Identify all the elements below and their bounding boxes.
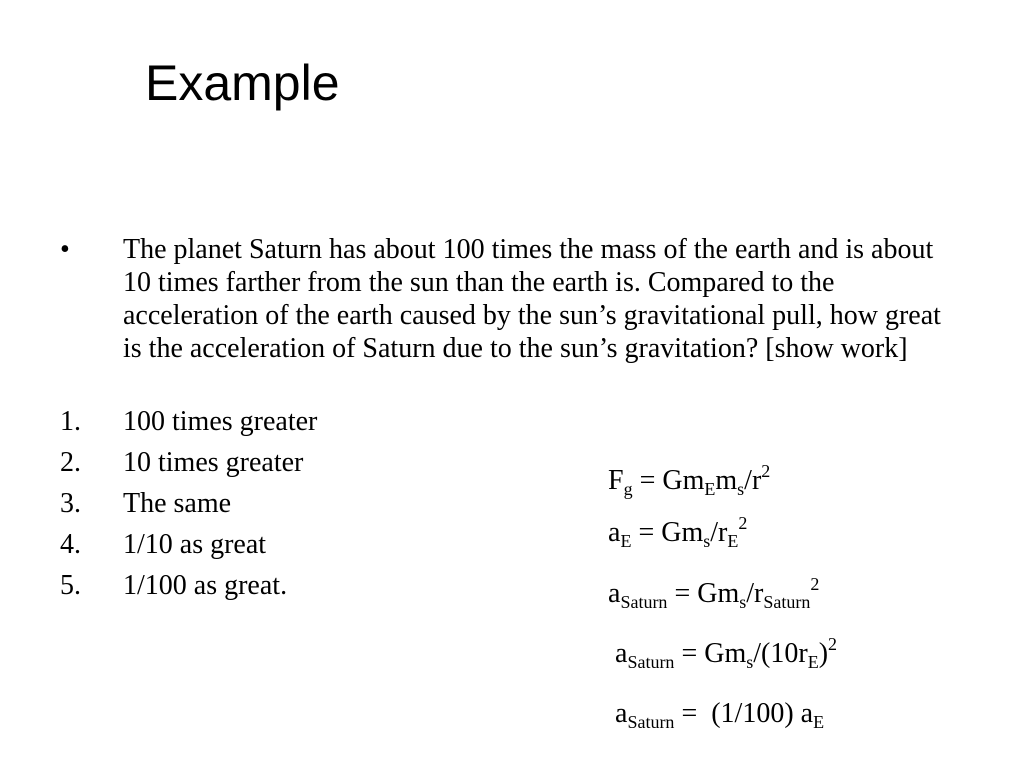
question-text: The planet Saturn has about 100 times the mass of the earth and is about 10 times farther from the sun than the earth is. Compared to the acceleration of the earth caused by the sun’s gravitational pull, how great is the acceleration of Saturn due to the sun’s gravitation? [show work] — [123, 234, 941, 364]
equation-saturn-substitution: $a_{Saturn} = Gm_s/(10r_E)^2$ — [615, 634, 838, 672]
option-number: 4. — [60, 529, 81, 560]
option-text: 1/100 as great. — [123, 570, 288, 601]
option-number: 5. — [60, 570, 81, 601]
equation-earth-acceleration: $a_E = Gm_s/r_E^2$ — [608, 513, 748, 551]
option-text: 1/10 as great — [123, 529, 267, 560]
equation-saturn-acceleration: $a_{Saturn} = Gm_s/r_{Saturn}^2$ — [608, 574, 820, 612]
slide-title: Example — [145, 55, 340, 111]
equation-gravitational-force: $F_g = Gm_Em_s/r^2$ — [608, 461, 771, 499]
option-number: 2. — [60, 447, 81, 478]
option-text: 100 times greater — [123, 406, 318, 437]
option-number: 1. — [60, 406, 81, 437]
bullet-marker: • — [60, 234, 70, 265]
question-bullet-item — [60, 233, 960, 365]
option-text: The same — [123, 488, 232, 519]
option-number: 3. — [60, 488, 81, 519]
option-text: 10 times greater — [123, 447, 304, 478]
equation-saturn-result: $a_{Saturn} = (1/100)$ $a_E$ — [615, 698, 825, 732]
